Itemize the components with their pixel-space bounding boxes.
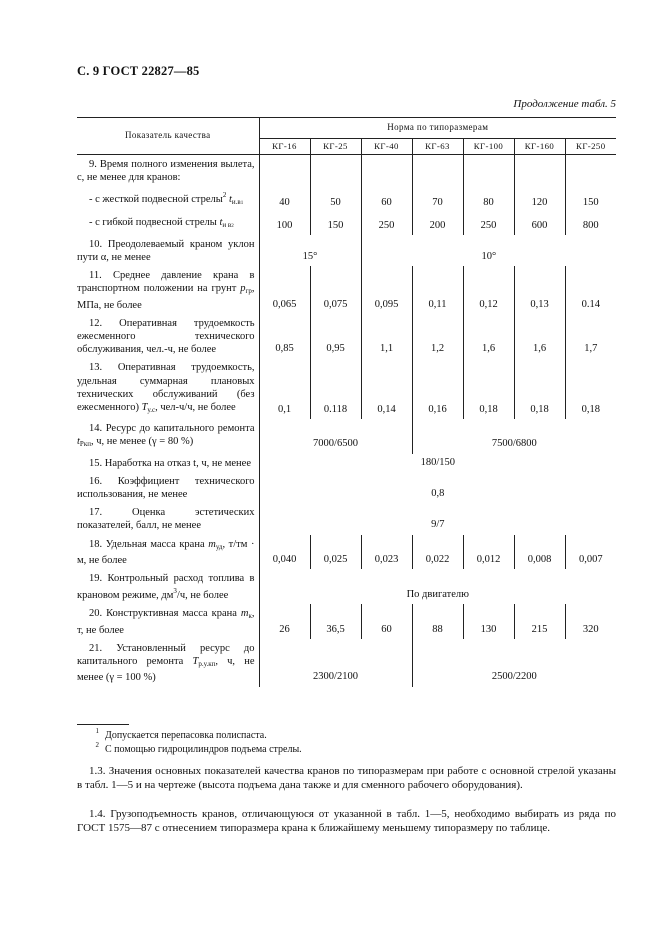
table-cell: 0.14 (581, 298, 600, 310)
table-row (77, 472, 616, 503)
table-cell: 0,023 (361, 535, 412, 569)
table-cell: 150 (310, 213, 361, 235)
row-label: 12. Оперативная трудоемкость ежесменного технического обслуживания, чел.-ч, не более (77, 314, 259, 359)
table-row (77, 503, 616, 534)
table-cell: 120 (514, 186, 565, 212)
table-cell-span: 10° (481, 251, 497, 263)
row-label: - с жесткой подвесной стрелы$^2$ tи.в1 (77, 186, 259, 212)
table-cell: 0,007 (578, 553, 603, 565)
row-label: 15. Наработка на отказ t, ч, не менее (77, 454, 259, 472)
table-cell: 0,022 (412, 535, 463, 569)
table-cell-span: 7500/6800 (491, 438, 537, 450)
table-cell: 0,1 (259, 358, 310, 419)
row-label: 13. Оперативная трудоемкость, удельная суммарная плановых технических обслуживаний (без ежесменного) Tу.с, чел-ч/ч, не более (77, 358, 259, 419)
size-header: КГ-25 (310, 139, 361, 155)
table-cell: 100 (259, 213, 310, 235)
page-header: С. 9 ГОСТ 22827—85 (77, 64, 200, 78)
row-label: 14. Ресурс до капитального ремонта tРкп, ч, не менее (γ = 80 %) (77, 419, 259, 453)
table-cell: 1,2 (412, 314, 463, 359)
row-label: 10. Преодолеваемый краном уклон пути α, не менее (77, 235, 259, 266)
table-cell: 0,040 (259, 535, 310, 569)
table-cell-span: 9/7 (431, 519, 445, 531)
row-label: 9. Время полного изменения вылета, с, не менее для кранов: (77, 155, 259, 187)
size-header: КГ-100 (463, 139, 514, 155)
table-cell: 320 (582, 623, 599, 635)
table-row (77, 358, 616, 419)
table-row (77, 314, 616, 359)
size-header: КГ-250 (565, 139, 616, 155)
table-cell: 80 (463, 186, 514, 212)
row-label: 16. Коэффициент технического использования, не менее (77, 472, 259, 503)
table-cell: 0,095 (361, 266, 412, 314)
table-cell: 0,85 (259, 314, 310, 359)
table-cell-span: 15° (259, 235, 361, 266)
table-cell: 0,075 (310, 266, 361, 314)
table-cell: 0,008 (514, 535, 565, 569)
table-cell: 0,13 (514, 266, 565, 314)
size-header: КГ-160 (514, 139, 565, 155)
table-cell: 70 (412, 186, 463, 212)
table-cell: 0.118 (310, 358, 361, 419)
table-cell: 0,18 (463, 358, 514, 419)
norm-column-header: Норма по типоразмерам (259, 118, 616, 139)
table-row (77, 569, 616, 604)
table-cell: 0,11 (412, 266, 463, 314)
table-cell: 0,12 (463, 266, 514, 314)
table-cell: 130 (463, 604, 514, 638)
table-row (77, 235, 616, 266)
footnote: 1 Допускается перепасовка полиспаста. (95, 727, 267, 741)
paragraph: 1.4. Грузоподъемность кранов, отличающуюся от указанной в табл. 1—5, необходимо выбирать из ряда по ГОСТ 1575—87 с отнесением типоразмера крана к ближайшему меньшему типоразмеру по таблице. (77, 808, 616, 835)
table-cell: 0,012 (463, 535, 514, 569)
row-label: - с гибкой подвесной стрелы tи в2 (77, 213, 259, 235)
table-cell: 0,025 (310, 535, 361, 569)
table-row (77, 535, 616, 569)
size-header: КГ-40 (361, 139, 412, 155)
table-cell: 60 (361, 186, 412, 212)
paragraph: 1.3. Значения основных показателей качества кранов по типоразмерам при работе с основной стрелой указаны в табл. 1—5 и на чертеже (высота подъема дана также и для сменного рабочего оборудования). (77, 765, 616, 792)
table-cell: 600 (514, 213, 565, 235)
row-label: 11. Среднее давление крана в транспортном положении на грунт pгр, МПа, не более (77, 266, 259, 314)
table-cell: 215 (514, 604, 565, 638)
row-label: 20. Конструктивная масса крана mк, т, не более (77, 604, 259, 638)
table-cell: 1,6 (514, 314, 565, 359)
table-cell-span: 0,8 (431, 488, 445, 500)
table-cell: 1,1 (361, 314, 412, 359)
table-row (77, 186, 616, 212)
table-cell: 26 (259, 604, 310, 638)
size-header: КГ-16 (259, 139, 310, 155)
footnote: 2 С помощью гидроцилиндров подъема стрелы. (95, 741, 302, 755)
table-cell: 0,16 (412, 358, 463, 419)
table-cell: 0,14 (361, 358, 412, 419)
table-cell: 40 (259, 186, 310, 212)
row-label: 17. Оценка эстетических показателей, балл, не менее (77, 503, 259, 534)
table-cell: 1,6 (463, 314, 514, 359)
row-label: 18. Удельная масса крана mуд, т/тм · м, не более (77, 535, 259, 569)
table-cell: 88 (412, 604, 463, 638)
indicator-column-header: Показатель качества (77, 118, 259, 155)
table-cell: 0,18 (514, 358, 565, 419)
table-cell: 150 (582, 197, 599, 209)
table-cell-span: 180/150 (420, 456, 455, 468)
table-cell: 0,18 (581, 404, 600, 416)
table-cell: 50 (310, 186, 361, 212)
row-label: 19. Контрольный расход топлива в крановом режиме, $дм^3/ч$, не более (77, 569, 259, 604)
size-header: КГ-63 (412, 139, 463, 155)
table-cell-span: 2300/2100 (259, 639, 412, 687)
row-label: 21. Установленный ресурс до капитального ремонта Tр.у.кп, ч, не менее (γ = 100 %) (77, 639, 259, 687)
table-row (77, 155, 616, 187)
table-row (77, 639, 616, 687)
table-cell-span: 7000/6500 (259, 419, 412, 453)
table-cell-span: 2500/2200 (491, 671, 537, 683)
table-row (77, 604, 616, 638)
table-cell: 250 (463, 213, 514, 235)
table-row (77, 213, 616, 235)
table-cell: 200 (412, 213, 463, 235)
quality-indicators-table (77, 117, 616, 687)
table-cell: 36,5 (310, 604, 361, 638)
table-cell-span: По двигателю (406, 589, 469, 601)
table-cell: 250 (361, 213, 412, 235)
table-cell: 0,065 (259, 266, 310, 314)
table-row (77, 454, 616, 472)
table-row (77, 419, 616, 453)
footnote-divider (77, 724, 129, 725)
table-cell: 60 (361, 604, 412, 638)
table-cell: 1,7 (584, 343, 598, 355)
table-cell: 800 (582, 219, 599, 231)
table-continuation-note: Продолжение табл. 5 (513, 98, 616, 110)
table-cell: 0,95 (310, 314, 361, 359)
table-row (77, 266, 616, 314)
